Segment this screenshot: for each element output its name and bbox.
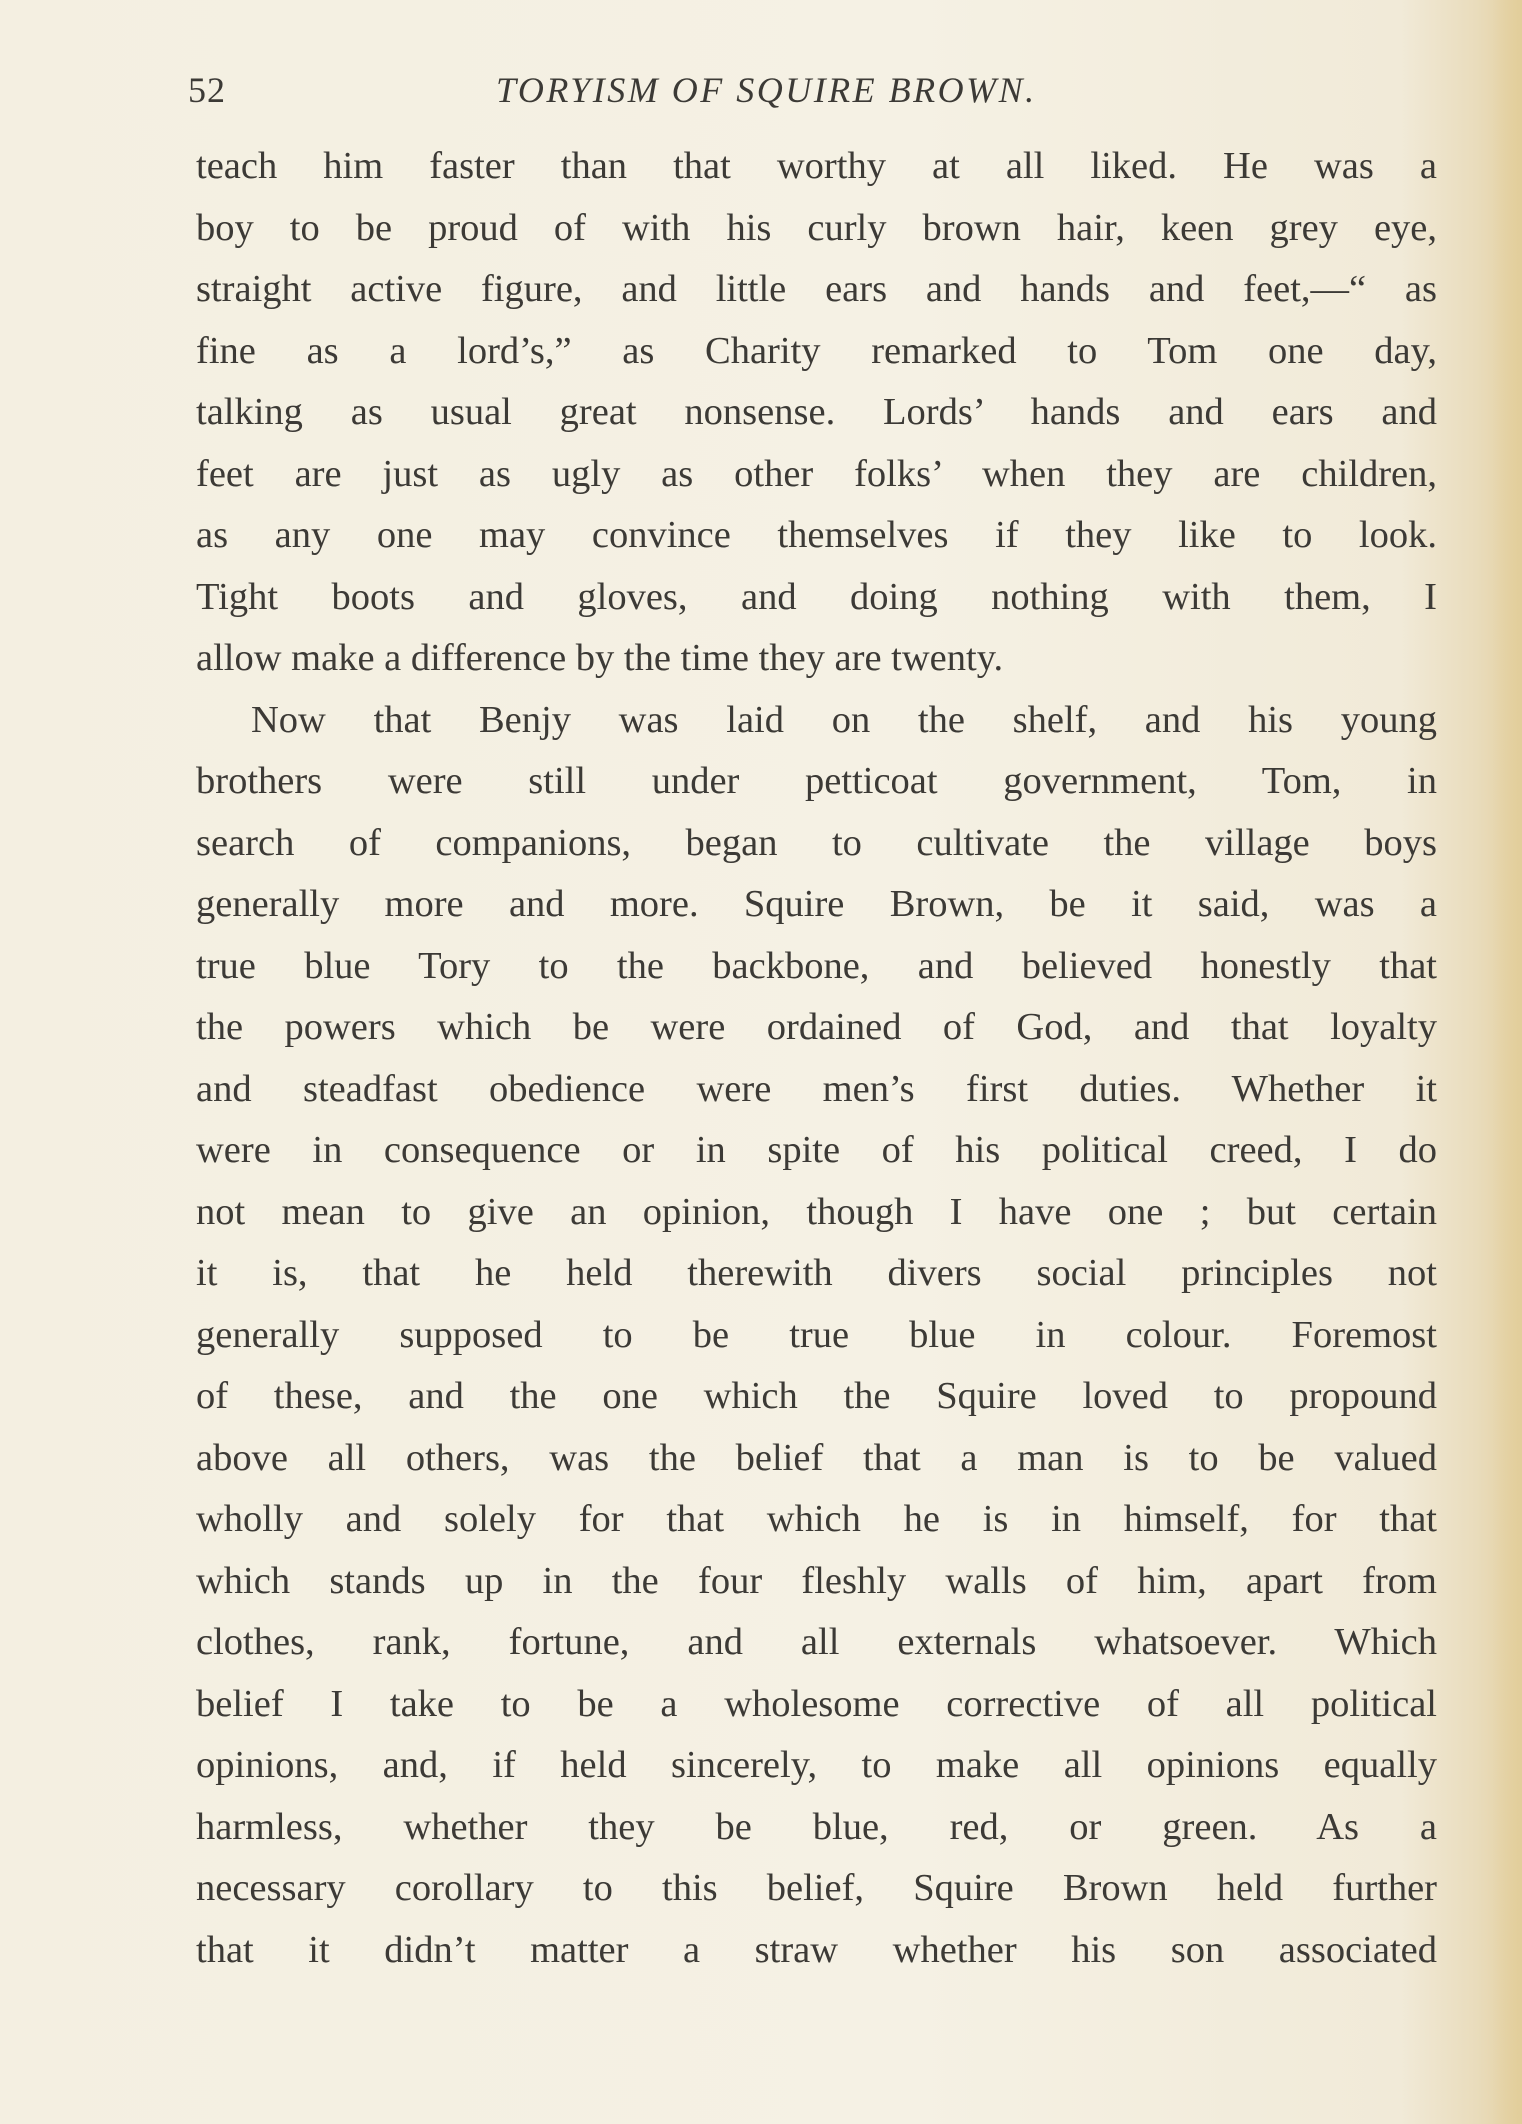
text-line: brothers were still under petticoat government, Tom, in	[196, 760, 1437, 802]
text-line: were in consequence or in spite of his political creed, I do	[196, 1129, 1437, 1171]
text-line: above all others, was the belief that a man is to be valued	[196, 1436, 1437, 1479]
text-line: talking as usual great nonsense. Lords’ hands and ears and	[196, 391, 1437, 433]
text-line: generally supposed to be true blue in colour. Foremost	[196, 1313, 1437, 1356]
text-line: that it didn’t matter a straw whether his son associated	[196, 1928, 1437, 1971]
text-line: wholly and solely for that which he is in himself, for that	[196, 1498, 1437, 1540]
text-line: of these, and the one which the Squire loved to propound	[196, 1375, 1437, 1417]
text-line: feet are just as ugly as other folks’ when they are children,	[196, 452, 1437, 495]
text-line: straight active figure, and little ears and hands and feet,—“ as	[196, 268, 1437, 310]
text-line: Tight boots and gloves, and doing nothing with them, I	[196, 575, 1437, 618]
page-number: 52	[188, 70, 226, 110]
text-line: not mean to give an opinion, though I have one ; but certain	[196, 1190, 1437, 1233]
text-line: necessary corollary to this belief, Squire Brown held further	[196, 1867, 1437, 1909]
text-line: true blue Tory to the backbone, and believed honestly that	[196, 944, 1437, 987]
text-line: fine as a lord’s,” as Charity remarked to Tom one day,	[196, 329, 1437, 372]
body-text	[196, 136, 1437, 1981]
text-line: it is, that he held therewith divers social principles not	[196, 1252, 1437, 1294]
text-line: and steadfast obedience were men’s first duties. Whether it	[196, 1067, 1437, 1110]
text-line: belief I take to be a wholesome corrective of all political	[196, 1682, 1437, 1725]
text-line: harmless, whether they be blue, red, or green. As a	[196, 1805, 1437, 1848]
running-head: TORYISM OF SQUIRE BROWN.	[496, 70, 1037, 110]
page-edge-shadow	[1492, 0, 1522, 2124]
text-line: opinions, and, if held sincerely, to make all opinions equally	[196, 1744, 1437, 1786]
text-line: as any one may convince themselves if they like to look.	[196, 514, 1437, 556]
text-line: search of companions, began to cultivate the village boys	[196, 821, 1437, 864]
text-line: boy to be proud of with his curly brown hair, keen grey eye,	[196, 206, 1437, 249]
text-line: which stands up in the four fleshly walls of him, apart from	[196, 1559, 1437, 1602]
paragraph-start-line: Now that Benjy was laid on the shelf, and his young	[251, 698, 1437, 741]
page-header	[0, 60, 1522, 120]
text-line: generally more and more. Squire Brown, be it said, was a	[196, 883, 1437, 925]
text-line: teach him faster than that worthy at all liked. He was a	[196, 145, 1437, 187]
text-line: the powers which be were ordained of God, and that loyalty	[196, 1006, 1437, 1048]
text-line: clothes, rank, fortune, and all externals whatsoever. Which	[196, 1621, 1437, 1663]
paragraph-end-line: allow make a difference by the time they are twenty.	[196, 637, 1004, 679]
